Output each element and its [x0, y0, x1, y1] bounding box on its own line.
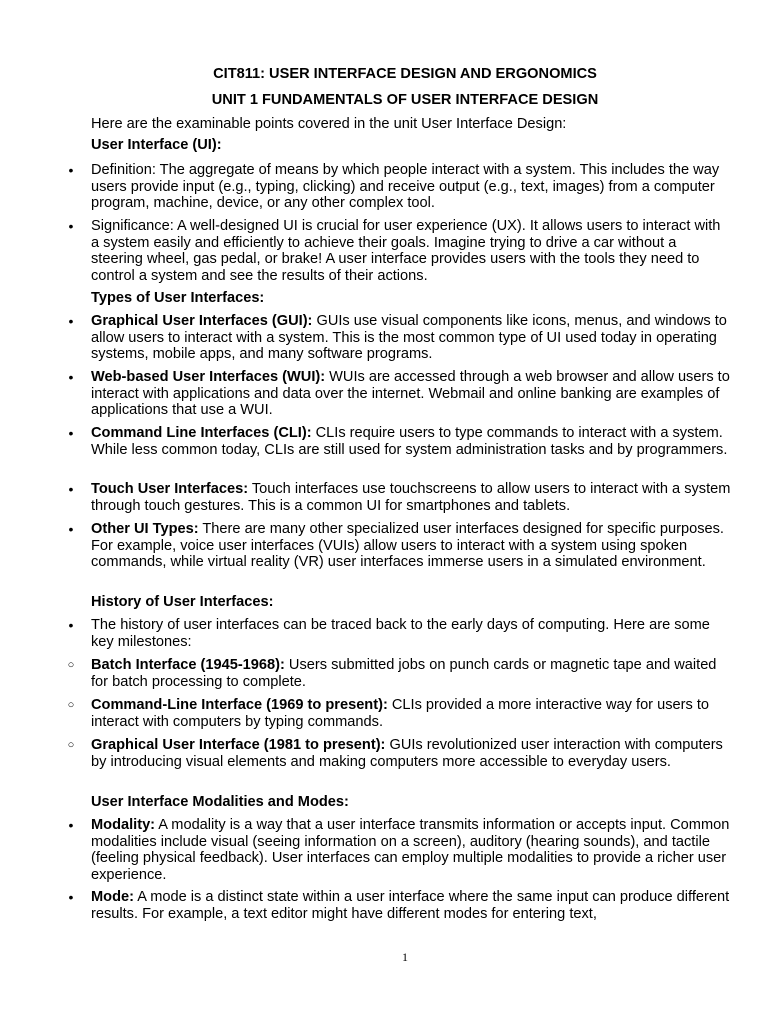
list-item: [67, 737, 731, 770]
list-item: [68, 481, 731, 514]
section-heading-ui: User Interface (UI):: [91, 137, 222, 153]
item-label: Command-Line Interface (1969 to present):: [91, 697, 388, 713]
bullet-marker: •: [68, 889, 74, 905]
item-text: Touch interfaces use touchscreens to allow users to interact with a system through touch gestures. This is a common UI for smartphones and tablets.: [91, 481, 731, 514]
item-text: A modality is a way that a user interface transmits information or accepts input. Common modalities include visual (seeing information on a screen), auditory (hearing sounds), and tactile (feeling physical feedback). User interfaces can employ multiple modalities to provide a richer user experience.: [91, 817, 730, 883]
circle-bullet-marker: ○: [67, 699, 75, 711]
list-item: [68, 521, 731, 571]
item-label: Batch Interface (1945-1968):: [91, 657, 285, 673]
item-text: CLIs require users to type commands to interact with a system. While less common today, CLIs are still used for system administration tasks and by programmers.: [91, 425, 728, 458]
item-text: WUIs are accessed through a web browser and allow users to interact with applications and data over the internet. Webmail and online banking are examples of applications that use a WUI.: [91, 369, 730, 418]
bullet-marker: •: [68, 817, 74, 833]
section-heading-modalities: User Interface Modalities and Modes:: [91, 794, 349, 810]
bullet-marker: •: [68, 521, 74, 537]
list-item: [67, 697, 731, 730]
item-text: A mode is a distinct state within a user interface where the same input can produce different results. For example, a text editor might have different modes for entering text,: [91, 889, 730, 922]
circle-bullet-marker: ○: [67, 739, 75, 751]
item-text: GUIs use visual components like icons, menus, and windows to allow users to interact with a system. This is the most common type of UI used today in operating systems, mobile apps, and many software programs.: [91, 313, 727, 362]
list-item: [68, 617, 731, 650]
page-number: 1: [402, 950, 408, 964]
bullet-marker: •: [68, 617, 74, 633]
bullet-marker: •: [68, 481, 74, 497]
bullet-marker: •: [68, 369, 74, 385]
list-item: [68, 313, 731, 363]
unit-title: UNIT 1 FUNDAMENTALS OF USER INTERFACE DESIGN: [211, 92, 599, 108]
item-text: GUIs revolutionized user interaction with computers by introducing visual elements and making computers more accessible to everyday users.: [91, 737, 723, 770]
item-label: Graphical User Interface (1981 to present):: [91, 737, 386, 753]
list-item: [68, 369, 731, 419]
intro-paragraph: Here are the examinable points covered in the unit User Interface Design:: [91, 116, 567, 132]
item-text: Significance: A well-designed UI is crucial for user experience (UX). It allows users to interact with a system easily and efficiently to achieve their goals. Imagine trying to drive a car without a steering wheel, gas pedal, or brake! A user interface provides users with the tools they need to control a system and see the results of their actions.: [91, 218, 721, 284]
list-item: [68, 218, 731, 284]
item-label: Web-based User Interfaces (WUI):: [91, 369, 326, 385]
bullet-marker: •: [68, 313, 74, 329]
section-heading-types: Types of User Interfaces:: [91, 290, 265, 306]
list-item: [68, 817, 731, 883]
item-label: Modality:: [91, 817, 156, 833]
item-text: There are many other specialized user interfaces designed for specific purposes. For example, voice user interfaces (VUIs) allow users to interact with a system using spoken commands, while virtual reality (VR) user interfaces immerse users in a simulated environment.: [91, 521, 724, 570]
bullet-marker: •: [68, 162, 74, 178]
list-item: [68, 425, 731, 458]
item-text: The history of user interfaces can be traced back to the early days of computing. Here are some key milestones:: [91, 617, 710, 650]
bullet-marker: •: [68, 218, 74, 234]
document-title: CIT811: USER INTERFACE DESIGN AND ERGONOMICS: [213, 66, 597, 82]
circle-bullet-marker: ○: [67, 659, 75, 671]
item-text: CLIs provided a more interactive way for users to interact with computers by typing commands.: [91, 697, 710, 730]
item-label: Touch User Interfaces:: [91, 481, 249, 497]
item-label: Command Line Interfaces (CLI):: [91, 425, 312, 441]
list-item: [67, 657, 731, 690]
section-heading-history: History of User Interfaces:: [91, 594, 274, 610]
item-text: Users submitted jobs on punch cards or magnetic tape and waited for batch processing to complete.: [91, 657, 717, 690]
list-item: [68, 162, 731, 212]
item-label: Other UI Types:: [91, 521, 199, 537]
item-label: Graphical User Interfaces (GUI):: [91, 313, 313, 329]
item-text: Definition: The aggregate of means by which people interact with a system. This includes the way users provide input (e.g., typing, clicking) and receive output (e.g., text, images) from a computer program, machine, device, or any other complex tool.: [91, 162, 720, 211]
list-item: [68, 889, 731, 922]
bullet-marker: •: [68, 425, 74, 441]
item-label: Mode:: [91, 889, 134, 905]
